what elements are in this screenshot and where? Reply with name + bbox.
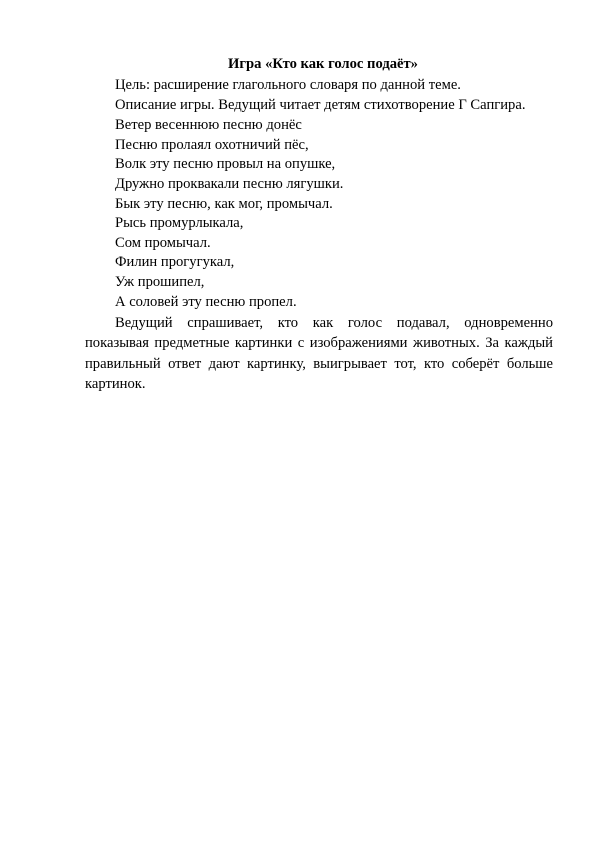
poem-line: А соловей эту песню пропел. [115,293,297,310]
rules-paragraph: Ведущий спрашивает, кто как голос подавал, одновременно показывая предметные картинки с изображениями животных. За каждый правильный ответ дают картинку, выигрывает тот, кто соберёт больше картинок. [85,315,553,392]
poem-line: Волк эту песню провыл на опушке, [115,156,336,173]
poem [85,116,553,312]
poem-line: Уж прошипел, [115,273,205,290]
description-paragraph: Описание игры. Ведущий читает детям стихотворение Г Сапгира. [115,96,526,113]
poem-line: Ветер весеннюю песню донёс [115,117,302,134]
poem-line: Дружно проквакали песню лягушки. [115,176,344,192]
poem-line: Песню пролаял охотничий пёс, [115,136,309,153]
poem-line: Рысь промурлыкала, [115,215,244,232]
document-content [85,55,553,394]
goal-paragraph: Цель: расширение глагольного словаря по данной теме. [115,77,461,94]
poem-line: Сом промычал. [115,234,211,251]
poem-line: Филин прогугукал, [115,254,235,271]
document-title: Игра «Кто как голос подаёт» [228,56,418,72]
poem-line: Бык эту песню, как мог, промычал. [115,195,333,212]
